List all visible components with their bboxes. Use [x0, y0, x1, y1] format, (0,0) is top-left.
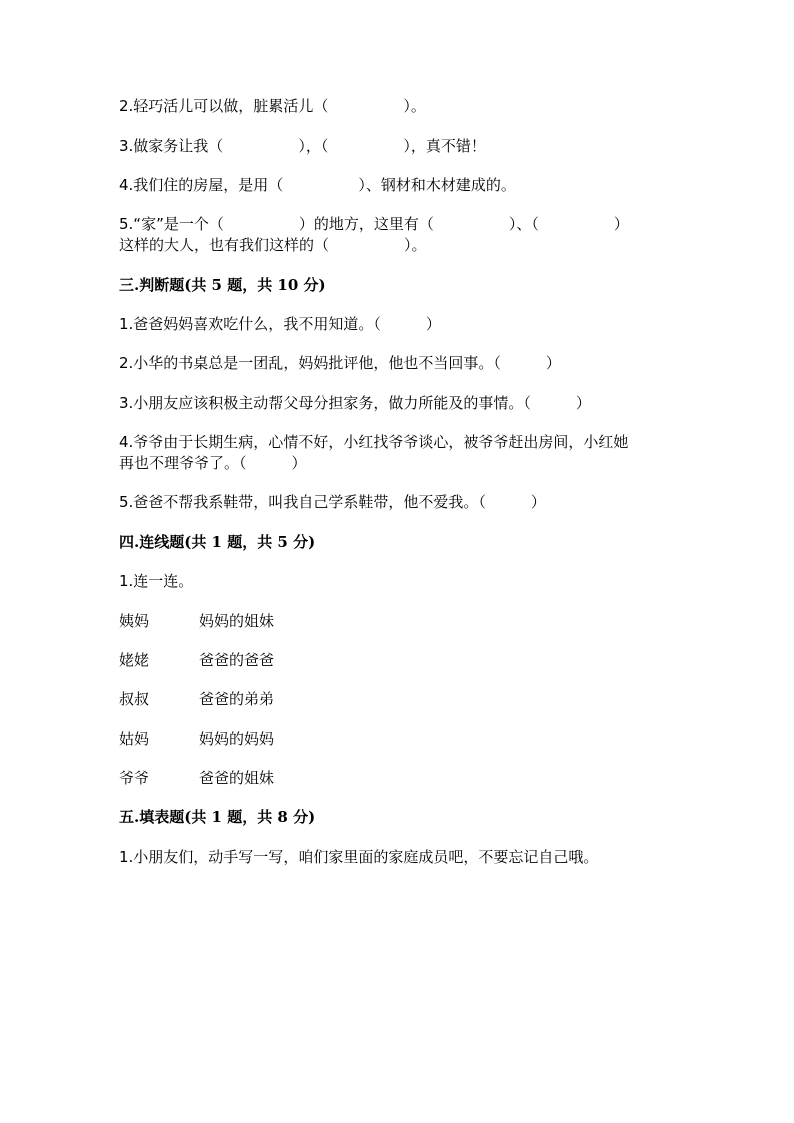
match-left-4: 姑妈 [119, 730, 150, 748]
match-right-3: 爸爸的弟弟 [199, 690, 275, 708]
fill-question-4: 4.我们住的房屋，是用（ ）、钢材和木材建成的。 [119, 176, 516, 194]
match-left-3: 叔叔 [119, 690, 150, 708]
match-right-2: 爸爸的爸爸 [199, 651, 275, 669]
judgement-question-4-line1: 4.爷爷由于长期生病，心情不好，小红找爷爷谈心，被爷爷赶出房间，小红她 [119, 433, 629, 451]
section-heading-table: 五.填表题(共 1 题，共 8 分) [119, 808, 316, 826]
match-right-4: 妈妈的妈妈 [199, 730, 275, 748]
judgement-question-5: 5.爸爸不帮我系鞋带，叫我自己学系鞋带，他不爱我。（ ） [119, 493, 546, 511]
table-question: 1.小朋友们，动手写一写，咱们家里面的家庭成员吧，不要忘记自己哦。 [119, 848, 599, 866]
judgement-question-4-line2: 再也不理爷爷了。（ ） [119, 454, 307, 472]
match-left-5: 爷爷 [119, 769, 150, 787]
fill-question-5-line2: 这样的大人，也有我们这样的（ ）。 [119, 236, 427, 254]
fill-question-5-line1: 5.“家”是一个（ ）的地方，这里有（ ）、（ ） [119, 215, 629, 233]
match-right-5: 爸爸的姐妹 [199, 769, 275, 787]
fill-question-3: 3.做家务让我（ ），（ ），真不错！ [119, 137, 486, 155]
match-right-1: 妈妈的姐妹 [199, 612, 275, 630]
matching-question: 1.连一连。 [119, 572, 194, 590]
match-left-2: 姥姥 [119, 651, 150, 669]
judgement-question-3: 3.小朋友应该积极主动帮父母分担家务，做力所能及的事情。（ ） [119, 394, 591, 412]
judgement-question-1: 1.爸爸妈妈喜欢吃什么，我不用知道。（ ） [119, 315, 441, 333]
section-heading-judgement: 三.判断题(共 5 题，共 10 分) [119, 276, 326, 294]
match-left-1: 姨妈 [119, 612, 150, 630]
section-heading-matching: 四.连线题(共 1 题，共 5 分) [119, 533, 316, 551]
fill-question-2: 2.轻巧活儿可以做，脏累活儿（ ）。 [119, 97, 426, 115]
judgement-question-2: 2.小华的书桌总是一团乱，妈妈批评他，他也不当回事。（ ） [119, 354, 561, 372]
